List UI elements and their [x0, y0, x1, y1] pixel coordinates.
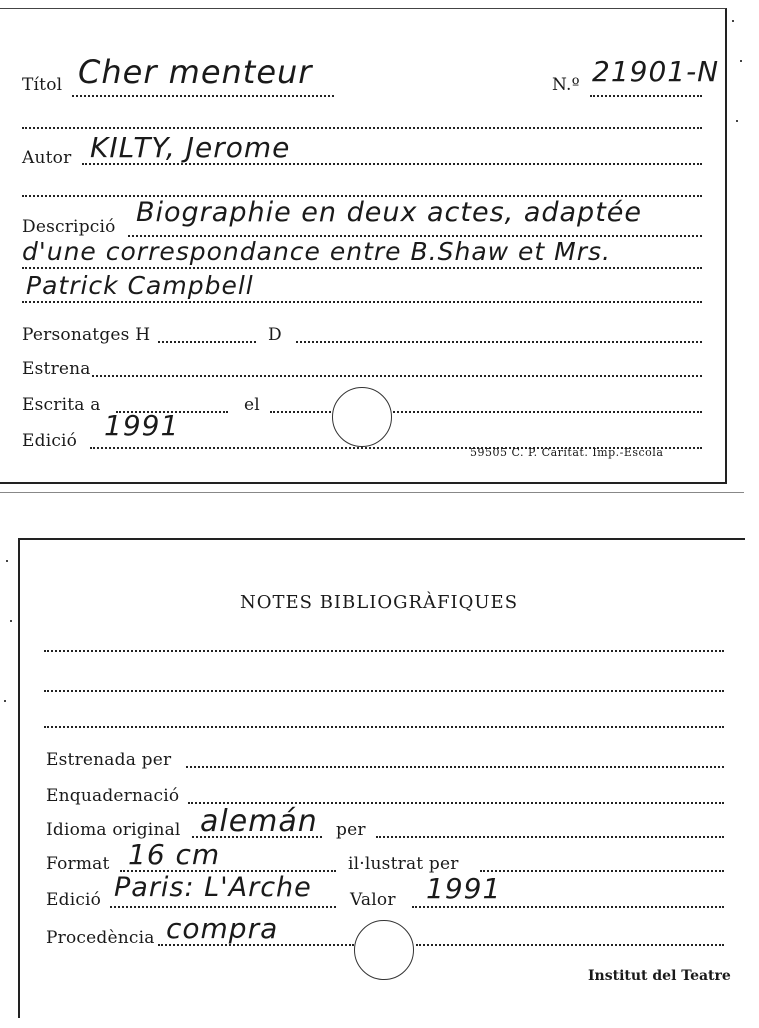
edition-value: 1991	[104, 409, 180, 442]
notes-line	[44, 726, 724, 728]
original-language-label: Idioma original	[46, 820, 181, 840]
description-value-line3: Patrick Campbell	[26, 271, 254, 300]
premiered-by-label: Estrenada per	[46, 750, 172, 770]
description-value-line1: Biographie en deux actes, adaptée	[136, 197, 643, 228]
origin-value: compra	[166, 912, 279, 945]
value-label: Valor	[350, 890, 396, 910]
number-label: N.º	[552, 75, 580, 95]
premiered-by-line	[186, 766, 724, 768]
scan-speck	[4, 700, 6, 702]
description-line	[22, 267, 702, 269]
description-label: Descripció	[22, 217, 116, 237]
back-edition-value: Paris: L'Arche	[114, 872, 312, 903]
title-value: Cher menteur	[78, 53, 313, 91]
written-on-label: el	[244, 395, 260, 415]
by-label: per	[336, 820, 366, 840]
catalog-card-back	[18, 538, 745, 1018]
value-line	[412, 906, 724, 908]
notes-line	[44, 690, 724, 692]
punch-hole	[354, 920, 414, 980]
scan-speck	[6, 560, 8, 562]
illustrated-label: il·lustrat per	[348, 854, 459, 874]
author-value: KILTY, Jerome	[90, 131, 291, 164]
author-label: Autor	[22, 148, 72, 168]
description-value-line2: d'une correspondance entre B.Shaw et Mrs.	[22, 237, 611, 266]
punch-hole	[332, 387, 392, 447]
catalog-card-front	[0, 8, 727, 484]
scan-speck	[740, 60, 742, 62]
scan-speck	[732, 20, 734, 22]
format-value: 16 cm	[128, 838, 221, 871]
premiere-label: Estrena	[22, 359, 91, 379]
notes-line	[44, 650, 724, 652]
characters-d-label: D	[268, 325, 282, 345]
edition-label: Edició	[22, 431, 78, 451]
back-edition-line	[110, 906, 336, 908]
origin-line-right	[416, 944, 724, 946]
description-line	[22, 301, 702, 303]
characters-label: Personatges H	[22, 325, 151, 345]
origin-label: Procedència	[46, 928, 155, 948]
format-label: Format	[46, 854, 110, 874]
title-line	[72, 95, 334, 97]
card-separator	[0, 492, 744, 493]
scan-speck	[10, 620, 12, 622]
illustrated-line	[480, 870, 724, 872]
blank-line	[22, 127, 702, 129]
premiere-line	[92, 375, 702, 377]
binding-label: Enquadernació	[46, 786, 180, 806]
original-language-value: alemán	[200, 804, 318, 839]
scan-speck	[736, 120, 738, 122]
characters-d-line	[296, 341, 702, 343]
value-value: 1991	[426, 872, 502, 905]
written-label: Escrita a	[22, 395, 101, 415]
title-label: Títol	[22, 75, 63, 95]
back-edition-label: Edició	[46, 890, 102, 910]
number-line	[590, 95, 702, 97]
characters-h-line	[158, 341, 256, 343]
printer-imprint: 59505 C. P. Caritat. Imp.-Escola	[470, 446, 664, 459]
number-value: 21901-N	[592, 55, 720, 88]
notes-heading: NOTES BIBLIOGRÀFIQUES	[240, 592, 519, 613]
institution-name: Institut del Teatre	[588, 968, 731, 984]
by-line	[376, 836, 724, 838]
